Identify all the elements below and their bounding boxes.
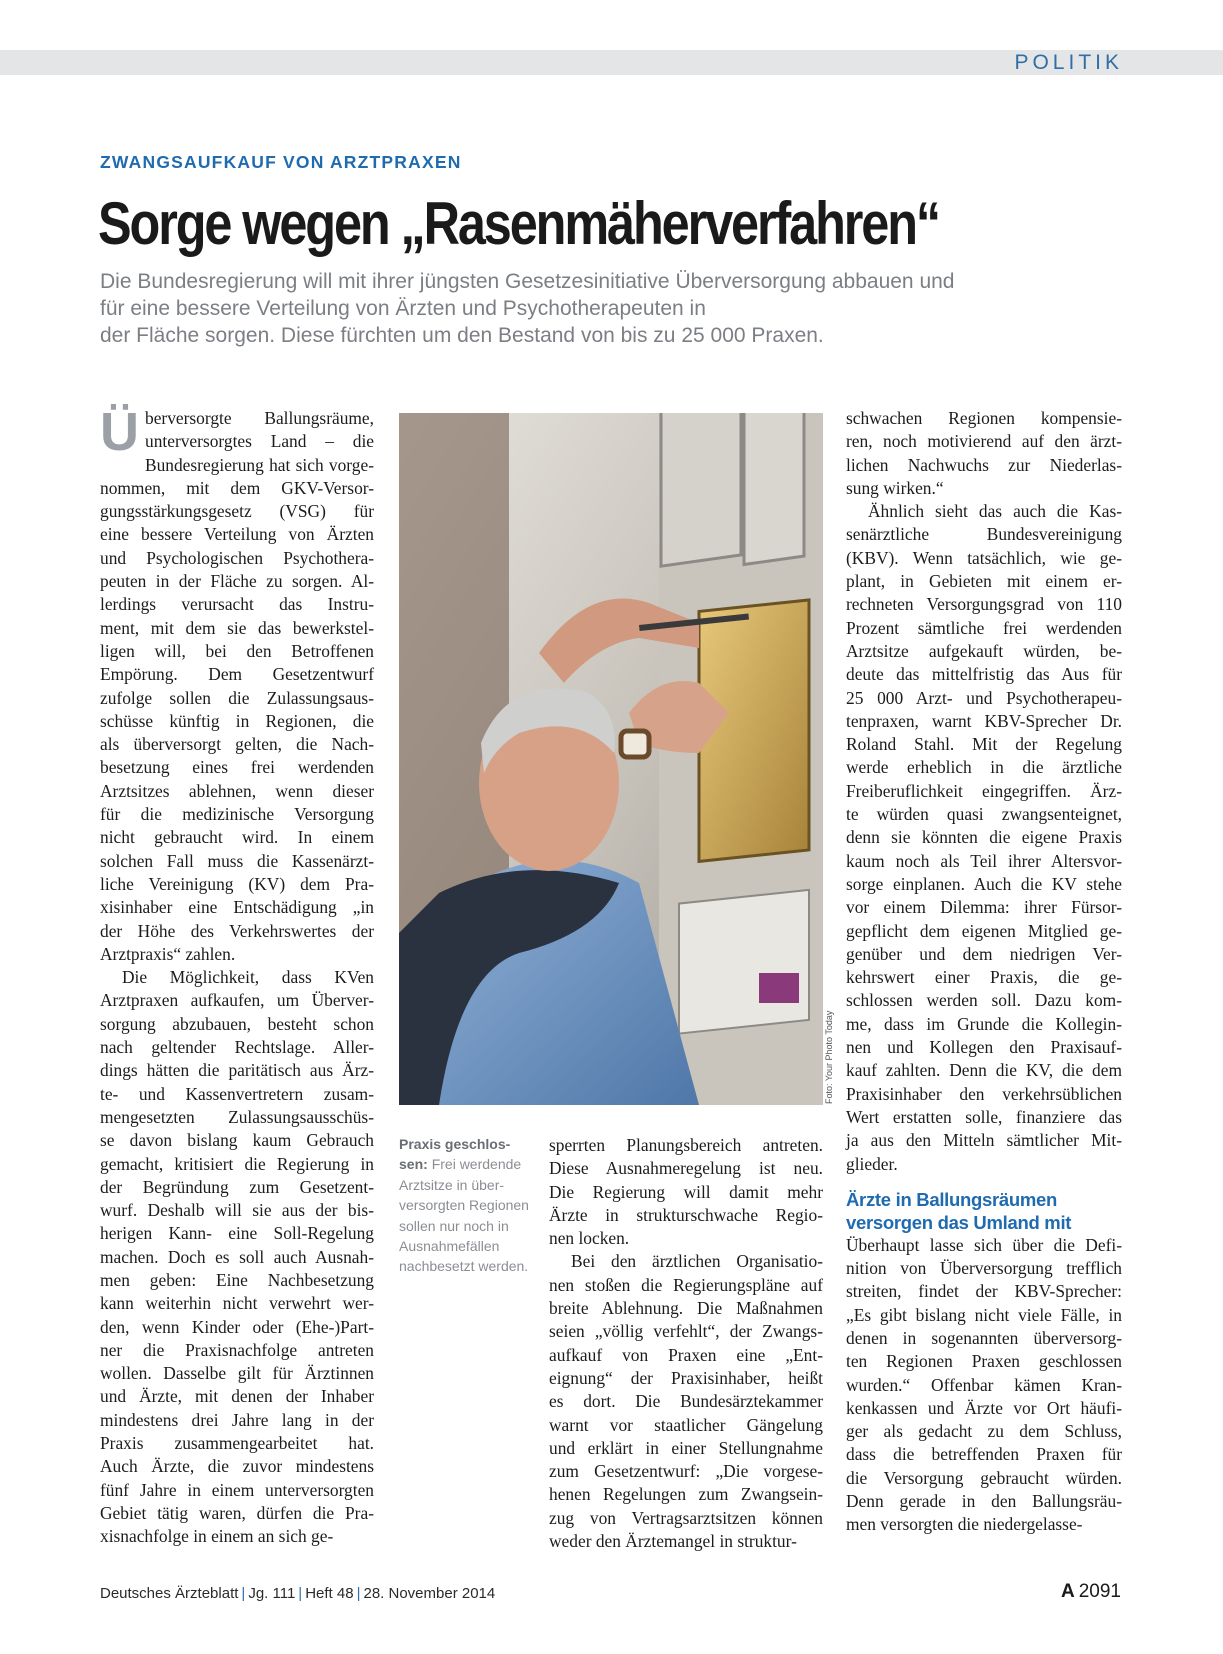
text-line: kann weiterhin nicht verwehrt wer-	[100, 1293, 374, 1314]
caption-text: Frei werdende	[431, 1156, 522, 1173]
text-line: besetzung eines frei werdenden	[100, 757, 374, 778]
text-line: wurden.“ Offenbar kämen Kran-	[846, 1374, 1122, 1395]
lead-line: für eine bessere Verteilung von Ärzten und Psychotherapeuten in	[100, 297, 706, 320]
text-line: men versorgten die niedergelasse-	[846, 1514, 1083, 1535]
text-line: und Psychologischen Psychothera-	[100, 547, 374, 568]
text-line: aufkauf von Praxen eine „Ent-	[549, 1344, 823, 1365]
text-line: Arztpraxen aufkaufen, um Überver-	[100, 990, 374, 1011]
text-line: xisinhaber eine Entschädigung „in	[100, 897, 374, 918]
text-line: kauf zahlten. Denn die KV, die dem	[846, 1060, 1122, 1081]
dropcap: Ü	[100, 402, 139, 462]
text-line: mengesetzten Zulassungsausschüs-	[100, 1106, 374, 1127]
article-kicker: ZWANGSAUFKAUF VON ARZTPRAXEN	[100, 152, 462, 172]
text-line: nicht gebraucht wird. In einem	[100, 827, 374, 848]
text-line: tenpraxen, warnt KBV-Sprecher Dr.	[846, 710, 1122, 731]
subheading-line: Ärzte in Ballungsräumen	[846, 1188, 1058, 1210]
text-line: Praxisinhaber den verkehrsüblichen	[846, 1083, 1122, 1104]
text-line: ment, mit dem sie das bewerkstel-	[100, 617, 374, 638]
text-line: Praxis zusammengearbeitet hat.	[100, 1433, 374, 1454]
text-line: machen. Doch es soll auch Ausnah-	[100, 1246, 374, 1267]
text-line: breite Ablehnung. Die Maßnahmen	[549, 1298, 823, 1319]
text-line: berversorgte Ballungsräume,	[145, 408, 374, 428]
text-line: Die Möglichkeit, dass KVen	[122, 967, 374, 988]
text-line: schwachen Regionen kompensie-	[846, 408, 1122, 428]
text-line: zum Gesetzentwurf: „Die vorgese-	[549, 1461, 823, 1482]
text-line: (KBV). Wenn tatsächlich, wie ge-	[846, 547, 1122, 568]
text-line: nommen, mit dem GKV-Versor-	[100, 477, 374, 498]
text-line: peuten in der Fläche zu sorgen. Al-	[100, 571, 374, 592]
text-line: warnt vor staatlicher Gängelung	[549, 1414, 823, 1435]
text-line: lichen Nachwuchs zur Niederlas-	[846, 454, 1122, 475]
text-line: kaum noch als Teil ihrer Altersvor-	[846, 850, 1122, 871]
text-line: wurf. Deshalb will sie aus der bis-	[100, 1200, 374, 1221]
text-line: vor einem Dilemma: ihrer Fürsor-	[846, 897, 1122, 918]
article-lead	[100, 268, 1080, 349]
text-line: der Höhe des Verkehrswertes der	[100, 920, 374, 941]
caption-bold: Praxis geschlos-	[399, 1136, 511, 1152]
text-line: streiten, findet der KBV-Sprecher:	[846, 1281, 1122, 1302]
text-line: Wert erstatten solle, finanziere das	[846, 1106, 1122, 1127]
text-line: wollen. Dasselbe gilt für Ärztinnen	[100, 1363, 374, 1384]
text-line: Gebiet tätig waren, dürfen die Pra-	[100, 1502, 374, 1523]
text-line: fünf Jahre in einem unterversorgten	[100, 1479, 374, 1500]
page-number-value: 2091	[1078, 1581, 1121, 1602]
text-line: ner die Praxisnachfolge antreten	[100, 1339, 374, 1360]
text-line: und erklärt in einer Stellungnahme	[549, 1437, 823, 1458]
page-prefix: A	[1060, 1581, 1075, 1602]
text-line: mindestens drei Jahre lang in der	[100, 1409, 374, 1430]
text-line: Bundesregierung hat sich vorge-	[145, 454, 374, 475]
text-line: „Es gibt bislang nicht viele Fälle, in	[846, 1304, 1122, 1325]
paragraph	[549, 1134, 823, 1250]
caption-line: Ausnahmefällen	[399, 1238, 500, 1255]
text-line: me, dass im Grunde die Kollegin-	[846, 1013, 1122, 1034]
text-line: gepflicht dem eigenen Mitglied ge-	[846, 920, 1122, 941]
text-line: Freiberuflichkeit eingegriffen. Ärz-	[846, 780, 1122, 801]
text-line: den, wenn Kinder oder (Ehe-)Part-	[100, 1316, 374, 1337]
text-line: ten Regionen Praxen geschlossen	[846, 1351, 1122, 1372]
text-line: lerdings verursacht das Instru-	[100, 594, 374, 615]
text-line: solchen Fall muss die Kassenärzt-	[100, 850, 374, 871]
section-label: POLITIK	[1014, 51, 1123, 74]
text-line: Auch Ärzte, die zuvor mindestens	[100, 1456, 374, 1477]
text-line: eine bessere Verteilung von Ärzten	[100, 524, 374, 545]
text-line: kenkassen und Ärzte vor Ort häufi-	[846, 1397, 1122, 1418]
text-line: schüsse künftig in Regionen, die	[100, 710, 374, 731]
text-line: weder den Ärztemangel in struktur-	[549, 1531, 797, 1552]
text-line: es dort. Die Bundesärztekammer	[549, 1391, 823, 1412]
article-subheading	[846, 1188, 1122, 1234]
paragraph	[100, 402, 374, 966]
text-line: gemacht, kritisiert die Regierung in	[100, 1153, 374, 1174]
text-line: nition von Überversorgung trefflich	[846, 1258, 1122, 1279]
text-line: zug von Vertragsarztsitzen können	[549, 1507, 823, 1528]
text-line: henen Regelungen zum Zwangsein-	[549, 1484, 823, 1505]
text-line: Arztsitzes ablehnen, wenn dieser	[100, 780, 374, 801]
text-line: denn sie könnten die eigene Praxis	[846, 827, 1122, 848]
text-line: seien „völlig verfehlt“, der Zwangs-	[549, 1321, 823, 1342]
paragraph	[549, 1250, 823, 1553]
text-line: nen und Kollegen den Praxisauf-	[846, 1037, 1122, 1058]
text-line: senärztliche Bundesvereinigung	[846, 524, 1122, 545]
text-line: plant, in Gebieten mit einem er-	[846, 571, 1122, 592]
text-line: Empörung. Dem Gesetzentwurf	[100, 664, 374, 685]
text-line: nen stoßen die Regierungspläne auf	[549, 1274, 823, 1295]
text-line: denen in sogenannten überversorg-	[846, 1327, 1122, 1348]
page-footer	[100, 1585, 495, 1602]
text-line: nen locken.	[549, 1228, 630, 1249]
subheading-line: versorgen das Umland mit	[846, 1211, 1072, 1233]
text-line: te- und Kassenvertretern zusam-	[100, 1083, 374, 1104]
photo-illustration	[399, 413, 823, 1105]
text-line: Arztsitze aufgekauft würden, be-	[846, 640, 1122, 661]
article-photo	[399, 413, 823, 1105]
text-line: Bei den ärztlichen Organisatio-	[571, 1251, 823, 1272]
text-line: 25 000 Arzt- und Psychotherapeu-	[846, 687, 1122, 708]
caption-line: sollen nur noch in	[399, 1217, 509, 1234]
text-line: Arztpraxis“ zahlen.	[100, 943, 236, 964]
text-line: deute das mittelfristig das Aus für	[846, 664, 1122, 685]
text-line: dings hätten die paritätisch aus Ärz-	[100, 1060, 374, 1081]
lead-line: der Fläche sorgen. Diese fürchten um den Bestand von bis zu 25 000 Praxen.	[100, 324, 824, 347]
text-line: sperrten Planungsbereich antreten.	[549, 1135, 823, 1155]
text-line: als überversorgt gelten, die Nach-	[100, 734, 374, 755]
text-line: der Begründung zum Gesetzent-	[100, 1176, 374, 1197]
caption-line: nachbesetzt werden.	[399, 1258, 529, 1275]
text-line: Roland Stahl. Mit der Regelung	[846, 734, 1122, 755]
text-line: Überhaupt lasse sich über die Defi-	[846, 1234, 1122, 1255]
text-line: ren, noch motivierend auf den ärzt-	[846, 431, 1122, 452]
text-line: gungsstärkungsgesetz (VSG) für	[100, 501, 374, 522]
article-column-3	[846, 407, 1122, 1537]
text-line: schlossen werden soll. Dazu kom-	[846, 990, 1122, 1011]
text-line: men geben: Eine Nachbesetzung	[100, 1269, 374, 1290]
text-line: sung wirken.“	[846, 477, 944, 498]
text-line: Ärzte in strukturschwache Regio-	[549, 1204, 823, 1225]
article-column-1	[100, 402, 374, 1549]
caption-line: versorgten Regionen	[399, 1197, 529, 1214]
text-line: liche Vereinigung (KV) dem Pra-	[100, 873, 374, 894]
text-line: werde erheblich in die ärztliche	[846, 757, 1122, 778]
caption-bold: sen:	[399, 1156, 428, 1173]
text-line: zufolge sollen die Zulassungsaus-	[100, 687, 374, 708]
text-line: ger als gedacht zu dem Schluss,	[846, 1421, 1122, 1442]
text-line: rechneten Versorgungsgrad von 110	[846, 594, 1122, 615]
text-line: se davon bislang kaum Gebrauch	[100, 1130, 374, 1151]
footer-separator: |	[241, 1585, 246, 1602]
text-line: ligen will, bei den Betroffenen	[100, 640, 374, 661]
text-line: genüber und dem niedrigen Ver-	[846, 943, 1122, 964]
photo-caption	[399, 1134, 531, 1277]
text-line: und Ärzte, mit denen der Inhaber	[100, 1386, 374, 1407]
journal-volume: Jg. 111	[248, 1585, 296, 1602]
text-line: xisnachfolge in einem an sich ge-	[100, 1526, 334, 1547]
text-line: kehrswert einer Praxis, die ge-	[846, 967, 1122, 988]
paragraph	[846, 500, 1122, 1176]
text-line: Die Regierung will damit mehr	[549, 1181, 823, 1202]
text-line: eignung“ der Praxisinhaber, heißt	[549, 1367, 823, 1388]
text-line: unterversorgtes Land – die	[145, 431, 374, 452]
journal-issue: Heft 48	[305, 1585, 354, 1602]
paragraph	[100, 966, 374, 1548]
text-line: te würden quasi zwangsenteignet,	[846, 804, 1122, 825]
text-line: für die medizinische Versorgung	[100, 804, 374, 825]
text-line: die Versorgung gebraucht würden.	[846, 1467, 1122, 1488]
text-line: dass die betreffenden Praxen für	[846, 1444, 1122, 1465]
page-number	[1061, 1581, 1121, 1603]
lead-line: Die Bundesregierung will mit ihrer jüngsten Gesetzesinitiative Überversorgung abbauen und	[100, 270, 955, 293]
text-line: Prozent sämtliche frei werdenden	[846, 617, 1122, 638]
text-line: Ähnlich sieht das auch die Kas-	[868, 501, 1122, 522]
paragraph	[846, 1234, 1122, 1537]
article-title: Sorge wegen „Rasenmäherverfahren“	[98, 190, 940, 257]
text-line: nach geltender Rechtslage. Aller-	[100, 1037, 374, 1058]
journal-name: Deutsches Ärzteblatt	[100, 1585, 239, 1602]
footer-separator: |	[356, 1585, 361, 1602]
journal-date: 28. November 2014	[363, 1585, 496, 1602]
caption-line: Arztsitze in über-	[399, 1176, 505, 1193]
text-line: ja aus den Mitteln sämtlicher Mit-	[846, 1130, 1122, 1151]
text-line: sorge einplanen. Auch die KV stehe	[846, 873, 1122, 894]
text-line: glieder.	[846, 1153, 898, 1174]
article-column-2	[549, 1134, 823, 1553]
text-line: sorgung abzubauen, besteht schon	[100, 1013, 374, 1034]
footer-separator: |	[298, 1585, 303, 1602]
paragraph	[846, 407, 1122, 500]
text-line: Denn gerade in den Ballungsräu-	[846, 1491, 1122, 1512]
text-line: Diese Ausnahmeregelung ist neu.	[549, 1158, 823, 1179]
photo-credit: Foto: Your Photo Today	[824, 1010, 834, 1104]
text-line: herigen Kann- eine Soll-Regelung	[100, 1223, 374, 1244]
